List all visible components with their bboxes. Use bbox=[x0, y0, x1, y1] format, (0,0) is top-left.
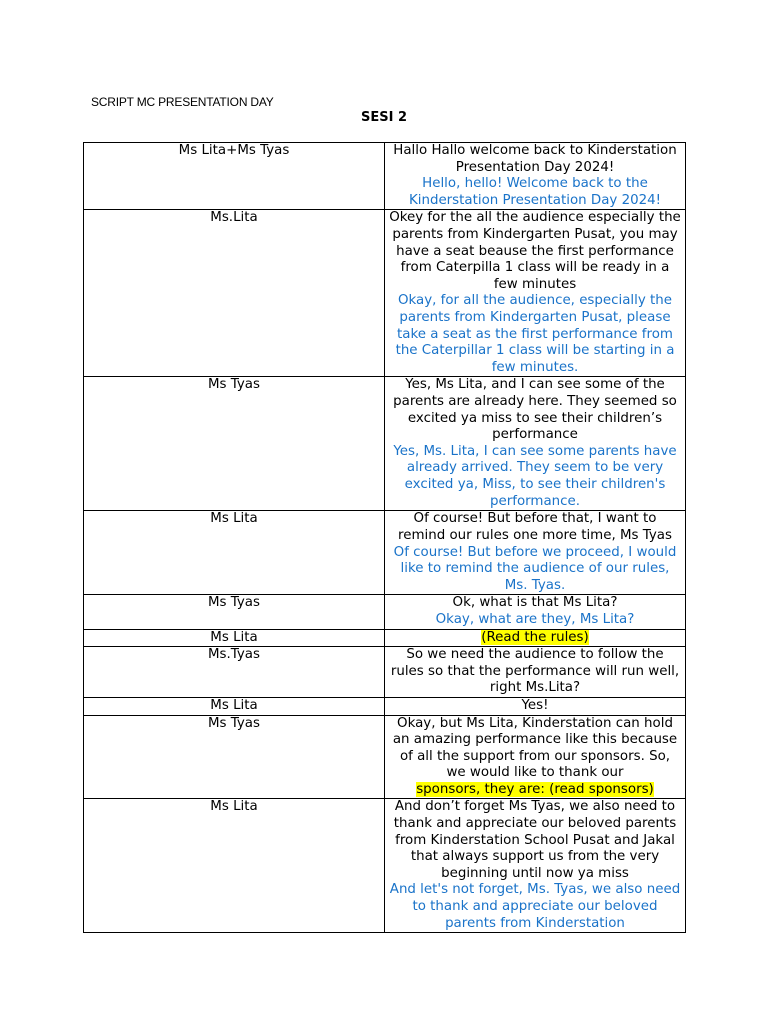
table-row bbox=[84, 595, 686, 629]
dialogue-cell bbox=[385, 799, 686, 933]
original-line: And don’t forget Ms Tyas, we also need to thank and appreciate our beloved parents from Kinderstation School Pusat and Jakal that always support us from the very beginning until now ya miss bbox=[393, 799, 677, 881]
speaker-cell: Ms Tyas bbox=[84, 377, 385, 511]
table-row bbox=[84, 715, 686, 799]
original-line: Yes, Ms Lita, and I can see some of the parents are already here. They seemed so excited ya miss to see their children’s performance bbox=[393, 377, 677, 443]
dialogue-cell bbox=[385, 143, 686, 210]
table-row bbox=[84, 629, 686, 647]
speaker-cell: Ms Tyas bbox=[84, 715, 385, 799]
revised-line: Okay, what are they, Ms Lita? bbox=[435, 611, 635, 627]
table-row bbox=[84, 377, 686, 511]
revised-line: Okay, for all the audience, especially the parents from Kindergarten Pusat, please take a seat as the first performance from the Caterpillar 1 class will be starting in a few minutes. bbox=[395, 293, 675, 375]
original-line: Hallo Hallo welcome back to Kinderstation Presentation Day 2024! bbox=[393, 143, 677, 175]
revised-line: Of course! But before we proceed, I would like to remind the audience of our rules, Ms. Tyas. bbox=[393, 544, 677, 593]
speaker-cell: Ms.Lita bbox=[84, 210, 385, 377]
script-table bbox=[83, 142, 686, 933]
table-row bbox=[84, 511, 686, 595]
revised-line: And let's not forget, Ms. Tyas, we also need to thank and appreciate our beloved parents from Kinderstation bbox=[389, 882, 681, 931]
speaker-cell: Ms Lita bbox=[84, 511, 385, 595]
revised-line: Hello, hello! Welcome back to the Kinderstation Presentation Day 2024! bbox=[408, 176, 662, 208]
table-row bbox=[84, 799, 686, 933]
highlighted-cue: sponsors, they are: (read sponsors) bbox=[416, 781, 654, 797]
original-line: Okay, but Ms Lita, Kinderstation can hold an amazing performance like this because of all the support from our sponsors. So, we would like to thank our bbox=[392, 715, 678, 781]
table-row bbox=[84, 210, 686, 377]
speaker-cell: Ms Lita bbox=[84, 629, 385, 647]
dialogue-cell bbox=[385, 647, 686, 698]
revised-line: Yes, Ms. Lita, I can see some parents have already arrived. They seem to be very excited ya, Miss, to see their children's performance. bbox=[393, 443, 677, 509]
dialogue-cell bbox=[385, 629, 686, 647]
original-line: So we need the audience to follow the rules so that the performance will run well, right Ms.Lita? bbox=[390, 647, 680, 696]
dialogue-cell bbox=[385, 377, 686, 511]
dialogue-cell bbox=[385, 715, 686, 799]
dialogue-cell bbox=[385, 697, 686, 715]
speaker-cell: Ms.Tyas bbox=[84, 647, 385, 698]
original-line: Okey for the all the audience especially the parents from Kindergarten Pusat, you may have a seat beause the first performance from Caterpilla 1 class will be ready in a few minutes bbox=[389, 210, 681, 292]
highlighted-cue: (Read the rules) bbox=[481, 629, 589, 645]
session-title: SESI 2 bbox=[360, 110, 407, 125]
dialogue-cell bbox=[385, 210, 686, 377]
original-line: Yes! bbox=[521, 697, 549, 713]
table-row bbox=[84, 697, 686, 715]
table-row bbox=[84, 143, 686, 210]
dialogue-cell bbox=[385, 595, 686, 629]
speaker-cell: Ms Lita bbox=[84, 697, 385, 715]
original-line: Of course! But before that, I want to remind our rules one more time, Ms Tyas bbox=[398, 511, 672, 543]
speaker-cell: Ms Lita+Ms Tyas bbox=[84, 143, 385, 210]
speaker-cell: Ms Tyas bbox=[84, 595, 385, 629]
document-label: SCRIPT MC PRESENTATION DAY bbox=[91, 95, 274, 109]
original-line: Ok, what is that Ms Lita? bbox=[452, 595, 618, 611]
speaker-cell: Ms Lita bbox=[84, 799, 385, 933]
table-row bbox=[84, 647, 686, 698]
dialogue-cell bbox=[385, 511, 686, 595]
